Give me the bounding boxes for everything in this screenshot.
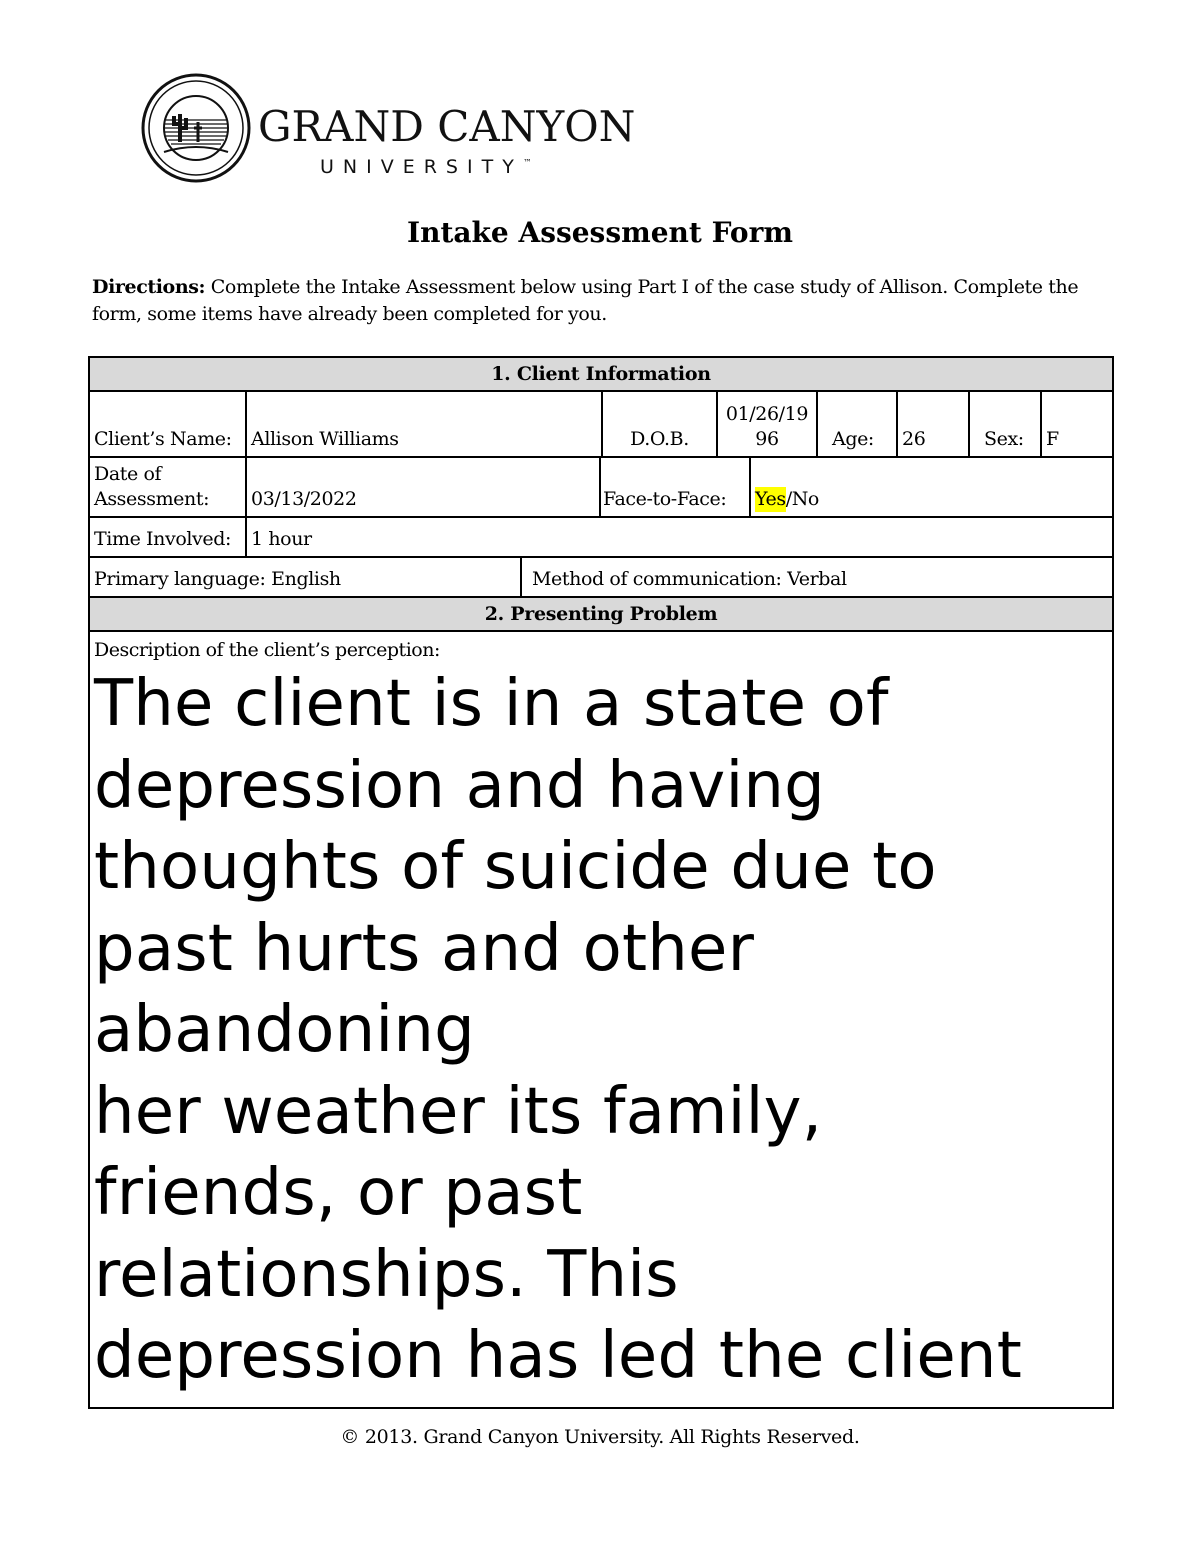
client-name-value: Allison Williams: [247, 392, 603, 456]
section-presenting-problem: 2. Presenting Problem: [88, 596, 1114, 630]
copyright-footer: © 2013. Grand Canyon University. All Rights Reserved.: [340, 1426, 860, 1448]
sex-label: Sex:: [970, 392, 1042, 456]
language-row: [88, 556, 1114, 596]
description-label: Description of the client’s perception:: [94, 639, 440, 661]
client-name-label: Client’s Name:: [90, 392, 247, 456]
presenting-problem-row: [88, 630, 1114, 1409]
face-to-face-no: No: [791, 488, 819, 510]
assessment-date-row: [88, 456, 1114, 516]
assessment-date-value: 03/13/2022: [247, 458, 601, 516]
directions: [92, 274, 1112, 328]
primary-language: Primary language: English: [90, 558, 522, 596]
logo-name: GRAND CANYON: [258, 102, 636, 151]
dob-value: 01/26/1996: [718, 392, 818, 456]
face-to-face-label: Face-to-Face:: [601, 458, 751, 516]
directions-label: Directions:: [92, 276, 206, 298]
time-involved-value: 1 hour: [251, 528, 312, 550]
assessment-date-label: Date of Assessment:: [90, 458, 247, 516]
page-title: Intake Assessment Form: [407, 216, 793, 249]
logo-subtitle: UNIVERSITY™: [320, 156, 532, 178]
presenting-problem-cell: [90, 632, 1112, 1407]
section-client-information: 1. Client Information: [88, 356, 1114, 390]
age-value: 26: [898, 392, 970, 456]
intake-form-table: [88, 356, 1114, 1409]
description-text: The client is in a state of depression and having thoughts of suicide due to past hurts and other abandoning her weather its family, friends, or past relationships. This depression has led the client: [94, 667, 1022, 1393]
university-seal-icon: [140, 72, 252, 184]
client-name-row: [88, 390, 1114, 456]
dob-label: D.O.B.: [603, 392, 718, 456]
method-of-communication: Method of communication: Verbal: [532, 568, 847, 590]
face-to-face-value: Yes / No: [755, 488, 819, 510]
directions-text: Complete the Intake Assessment below using Part I of the case study of Allison. Complete the form, some items have already been completed for you.: [92, 276, 1079, 325]
time-involved-label: Time Involved:: [90, 518, 247, 556]
university-logo: [140, 72, 636, 184]
time-involved-row: [88, 516, 1114, 556]
face-to-face-yes: Yes: [755, 488, 786, 510]
sex-value: F: [1046, 428, 1059, 450]
age-label: Age:: [818, 392, 898, 456]
